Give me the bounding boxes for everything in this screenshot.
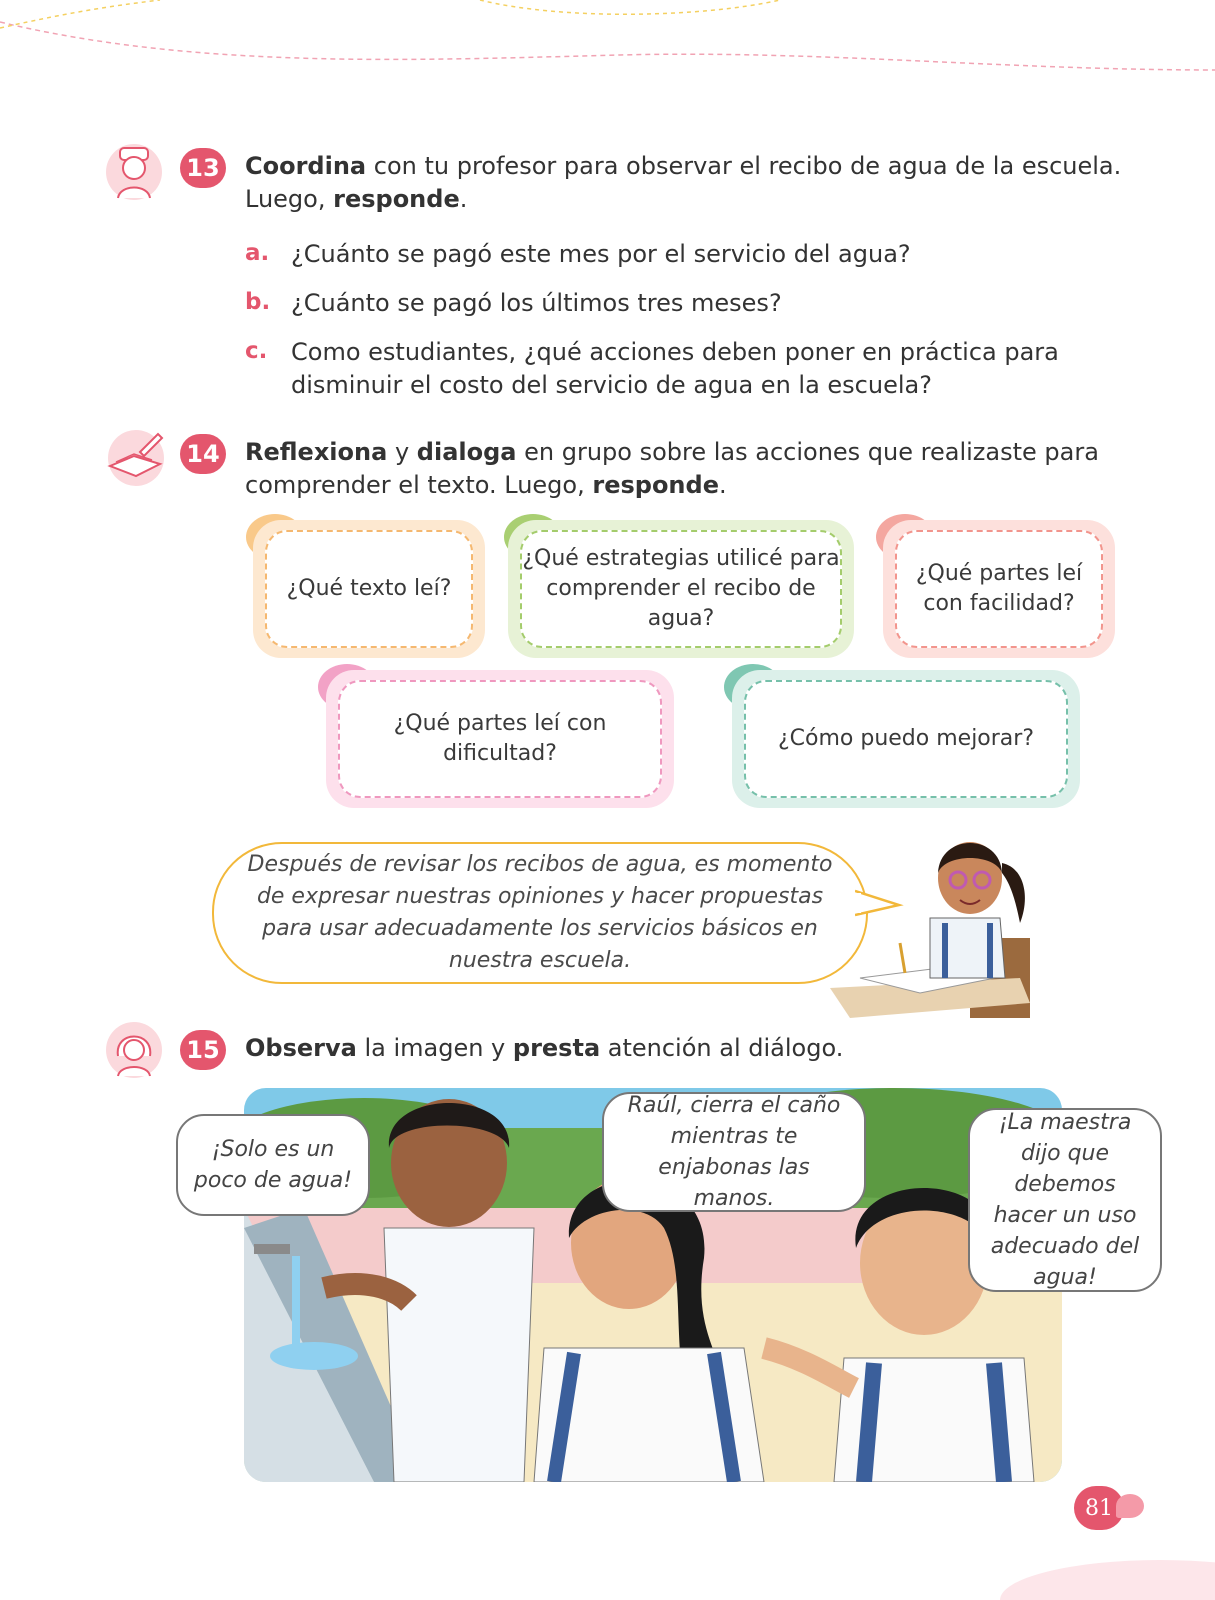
- reflection-card-2: [508, 520, 854, 658]
- activity-number-14: 14: [180, 434, 226, 474]
- dialogue-bubble-2: [602, 1092, 866, 1212]
- dialogue-bubble-2-text: Raúl, cierra el caño mientras te enjabonas las manos.: [627, 1093, 841, 1211]
- prompt-text: y: [387, 438, 417, 466]
- reflection-card-5-text: ¿Cómo puedo mejorar?: [744, 680, 1068, 798]
- activity-number-13: 13: [180, 148, 226, 188]
- writing-book-icon: [104, 426, 166, 488]
- prompt-text: .: [459, 185, 468, 213]
- reflection-card-3-text: ¿Qué partes leí con facilidad?: [895, 530, 1103, 648]
- prompt-bold-verb: Observa: [245, 1034, 357, 1062]
- activity-13-prompt: [245, 150, 1125, 216]
- dialogue-bubble-1-text: ¡Solo es un poco de agua!: [193, 1137, 353, 1193]
- reflection-card-3: [883, 520, 1115, 658]
- question-letter-a: a.: [245, 240, 270, 266]
- reflection-card-5: [732, 670, 1080, 808]
- question-b-text: ¿Cuánto se pagó los últimos tres meses?: [291, 289, 782, 317]
- page-number: 81: [1085, 1495, 1113, 1521]
- bottom-corner-decoration: [960, 1520, 1215, 1600]
- top-wave-decoration: [0, 0, 1215, 110]
- prompt-bold-verb: responde: [592, 471, 719, 499]
- prompt-bold-verb: responde: [333, 185, 460, 213]
- prompt-text: con tu profesor para observar el recibo de agua de la escuela. Luego,: [245, 152, 1122, 213]
- reflection-card-1: [253, 520, 485, 658]
- girl-speech-bubble: [212, 842, 868, 984]
- prompt-bold-verb: presta: [512, 1034, 601, 1062]
- prompt-text: .: [718, 471, 727, 499]
- prompt-bold-verb: Coordina: [245, 152, 367, 180]
- teacher-avatar-icon: [104, 140, 164, 200]
- question-a-text: ¿Cuánto se pagó este mes por el servicio del agua?: [291, 240, 911, 268]
- dialogue-bubble-3: [968, 1108, 1162, 1292]
- reflection-card-1-text: ¿Qué texto leí?: [265, 530, 473, 648]
- activity-number-15: 15: [180, 1030, 226, 1070]
- prompt-bold-verb: dialoga: [416, 438, 517, 466]
- girl-avatar-icon: [104, 1020, 164, 1080]
- question-letter-b: b.: [245, 289, 271, 315]
- girl-speech-text: Después de revisar los recibos de agua, es momento de expresar nuestras opiniones y hacer propuestas para usar adecuadamente los servicios básicos en nuestra escuela.: [247, 852, 833, 973]
- page-number-petal-icon: [1116, 1494, 1144, 1518]
- question-c-text: Como estudiantes, ¿qué acciones deben poner en práctica para disminuir el costo del servicio de agua en la escuela?: [291, 338, 1059, 399]
- reflection-card-2-text: ¿Qué estrategias utilicé para comprender el recibo de agua?: [520, 530, 842, 648]
- question-letter-c: c.: [245, 338, 268, 364]
- prompt-text: atención al diálogo.: [600, 1034, 844, 1062]
- activity-15-prompt: [245, 1032, 1125, 1065]
- dialogue-bubble-1: [176, 1114, 370, 1216]
- reflection-card-4: [326, 670, 674, 808]
- girl-writing-illustration: [820, 828, 1050, 1028]
- prompt-text: la imagen y: [356, 1034, 513, 1062]
- prompt-bold-verb: Reflexiona: [245, 438, 388, 466]
- activity-14-prompt: [245, 436, 1125, 502]
- dialogue-bubble-3-text: ¡La maestra dijo que debemos hacer un uso adecuado del agua!: [990, 1110, 1140, 1290]
- prompt-text: en grupo sobre las acciones que realizaste para comprender el texto. Luego,: [245, 438, 1099, 499]
- reflection-card-4-text: ¿Qué partes leí con dificultad?: [338, 680, 662, 798]
